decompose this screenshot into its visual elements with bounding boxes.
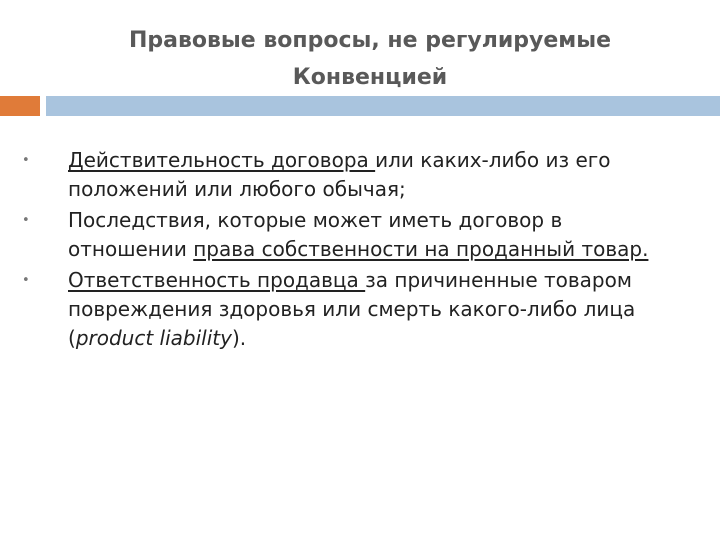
list-item [22,146,672,204]
bullet-icon: • [22,273,30,288]
item-text-end: ). [231,326,247,350]
bullet-icon: • [22,153,30,168]
bullet-icon: • [22,213,30,228]
underlined-term: Ответственность продавца [68,268,366,292]
item-text: или каких-либо из его положений или любого обычая; [68,148,611,201]
accent-bar [0,96,40,116]
italic-term: product liability [75,326,232,350]
item-text: Последствия, которые может иметь договор в отношении [68,208,563,261]
slide-title-line1: Правовые вопросы, не регулируемые [128,28,612,53]
underlined-term: Действительность договора [68,148,376,172]
slide-title-line2: Конвенцией [292,65,448,90]
list-item [22,266,672,353]
item-text: за причиненные товаром повреждения здоровья или смерть какого-либо лица ( [68,268,636,350]
bullet-list [22,146,672,355]
header-rule-bar [46,96,720,116]
underlined-term: права собственности на проданный товар. [193,237,649,261]
list-item [22,206,672,264]
slide-title [60,22,680,96]
